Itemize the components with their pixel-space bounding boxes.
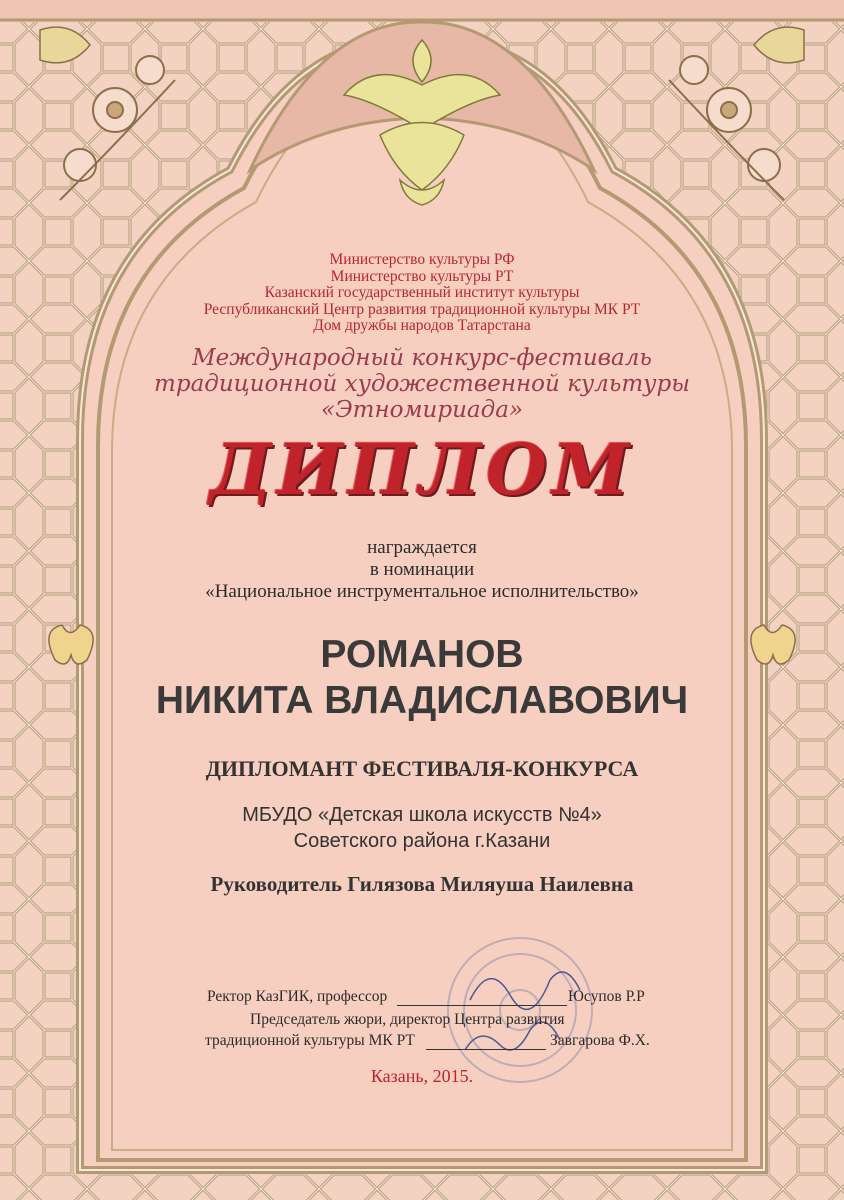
chair-signature-line bbox=[426, 1049, 546, 1050]
city-year: Казань, 2015. bbox=[370, 1066, 474, 1086]
festival-name bbox=[0, 345, 844, 423]
organization-5: Дом дружбы народов Татарстана bbox=[313, 317, 531, 334]
recipient-surname: РОМАНОВ bbox=[320, 633, 524, 676]
chair-title-line-2: традиционной культуры МК РТ bbox=[205, 1032, 415, 1049]
festival-line-3: «Этномириада» bbox=[321, 397, 523, 423]
festival-line-1: Международный конкурс-фестиваль bbox=[192, 345, 652, 371]
school-block bbox=[0, 802, 844, 854]
school-line-1: МБУДО «Детская школа искусств №4» bbox=[242, 804, 602, 826]
nomination-name: «Национальное инструментальное исполнительство» bbox=[205, 581, 639, 602]
rector-title: Ректор КазГИК, профессор bbox=[207, 988, 388, 1005]
organization-1: Министерство культуры РФ bbox=[329, 251, 515, 268]
organization-2: Министерство культуры РТ bbox=[330, 267, 514, 285]
awarded-text: награждается bbox=[367, 537, 477, 558]
recipient-name bbox=[0, 632, 844, 724]
rector-signature-line bbox=[397, 1005, 567, 1006]
chair-name: Завгарова Ф.Х. bbox=[550, 1032, 650, 1049]
nomination-intro: в номинации bbox=[369, 559, 475, 580]
organization-4: Республиканский Центр развития традиционной культуры МК РТ bbox=[203, 300, 641, 318]
teacher-line: Руководитель Гилязова Миляуша Наилевна bbox=[210, 872, 634, 896]
recipient-given-names: НИКИТА ВЛАДИСЛАВОВИЧ bbox=[155, 679, 689, 722]
organization-3: Казанский государственный институт культуры bbox=[264, 284, 580, 301]
school-line-2: Советского района г.Казани bbox=[293, 830, 551, 852]
diploma-title: ДИПЛОМ bbox=[209, 428, 635, 511]
award-degree: ДИПЛОМАНТ ФЕСТИВАЛЯ-КОНКУРСА bbox=[205, 756, 639, 781]
chair-title-line-1: Председатель жюри, директор Центра развития bbox=[250, 1011, 565, 1028]
festival-line-2: традиционной художественной культуры bbox=[154, 371, 690, 397]
organizations-list bbox=[0, 252, 844, 335]
nomination-block bbox=[0, 537, 844, 603]
rector-name: Юсупов Р.Р bbox=[568, 988, 645, 1005]
